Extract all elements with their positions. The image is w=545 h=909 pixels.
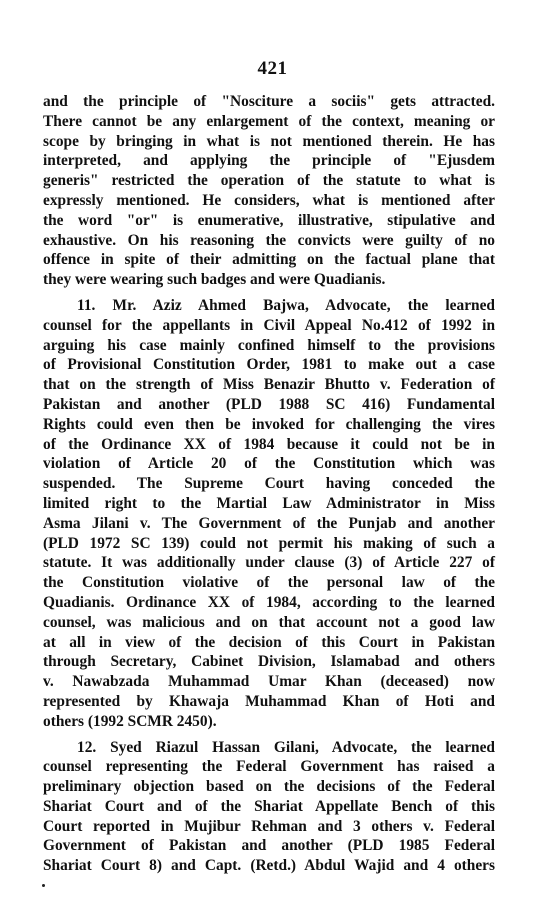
text-line: the Constitution violative of the personal law of the: [43, 574, 495, 592]
text-line: expressly mentioned. He considers, what is mentioned after: [43, 191, 495, 209]
body-text: [43, 92, 495, 876]
text-line: Shariat Court and of the Shariat Appellate Bench of this: [43, 797, 495, 815]
text-line: 12. Syed Riazul Hassan Gilani, Advocate, the learned: [77, 738, 495, 756]
text-line: and the principle of "Nosciture a sociis" gets attracted.: [43, 93, 495, 110]
text-line: counsel representing the Federal Government has raised a: [43, 758, 495, 776]
text-line: they were wearing such badges and were Quadianis.: [43, 271, 386, 289]
text-line: generis" restricted the operation of the statute to what is: [43, 172, 495, 190]
text-line: represented by Khawaja Muhammad Khan of Hoti and: [43, 692, 495, 710]
paragraph-continuation: [43, 92, 495, 290]
text-line: of Provisional Constitution Order, 1981 to make out a case: [43, 356, 495, 374]
paragraph-11: [43, 296, 495, 732]
text-line: Shariat Court 8) and Capt. (Retd.) Abdul Wajid and 4 others: [43, 857, 495, 875]
text-line: offence in spite of their admitting on the factual plane that: [43, 251, 495, 269]
text-line: counsel for the appellants in Civil Appeal No.412 of 1992 in: [43, 316, 495, 334]
text-line: the word "or" is enumerative, illustrative, stipulative and: [43, 211, 495, 229]
text-line: through Secretary, Cabinet Division, Islamabad and others: [43, 653, 495, 671]
page-number: 421: [257, 58, 288, 79]
text-line: preliminary objection based on the decisions of the Federal: [43, 778, 495, 796]
scan-speck: [42, 884, 45, 887]
text-line: at all in view of the decision of this Court in Pakistan: [43, 633, 495, 651]
text-line: exhaustive. On his reasoning the convicts were guilty of no: [43, 231, 495, 249]
text-line: v. Nawabzada Muhammad Umar Khan (deceased) now: [43, 673, 495, 691]
text-line: Asma Jilani v. The Government of the Punjab and another: [43, 514, 495, 532]
text-line: interpreted, and applying the principle of "Ejusdem: [43, 152, 495, 170]
text-line: that on the strength of Miss Benazir Bhutto v. Federation of: [43, 376, 495, 394]
text-line: Quadianis. Ordinance XX of 1984, according to the learned: [43, 593, 495, 611]
text-line: Rights could even then be invoked for challenging the vires: [43, 415, 495, 433]
text-line: others (1992 SCMR 2450).: [43, 712, 217, 730]
text-line: scope by bringing in what is not mentioned therein. He has: [43, 132, 495, 150]
text-line: (PLD 1972 SC 139) could not permit his making of such a: [43, 534, 495, 552]
text-line: counsel, was malicious and on that account not a good law: [43, 613, 495, 631]
text-line: limited right to the Martial Law Administrator in Miss: [43, 494, 495, 512]
text-line: Government of Pakistan and another (PLD 1985 Federal: [43, 837, 495, 855]
text-line: statute. It was additionally under clause (3) of Article 227 of: [43, 554, 495, 572]
text-line: of the Ordinance XX of 1984 because it could not be in: [43, 435, 495, 453]
text-line: Court reported in Mujibur Rehman and 3 others v. Federal: [43, 817, 495, 835]
text-line: Pakistan and another (PLD 1988 SC 416) Fundamental: [43, 395, 495, 413]
text-line: There cannot be any enlargement of the context, meaning or: [43, 112, 495, 130]
text-line: violation of Article 20 of the Constitution which was: [43, 455, 495, 473]
text-line: arguing his case mainly confined himself to the provisions: [43, 336, 495, 354]
text-line: 11. Mr. Aziz Ahmed Bajwa, Advocate, the learned: [77, 296, 495, 314]
paragraph-12: [43, 738, 495, 877]
text-line: suspended. The Supreme Court having conceded the: [43, 475, 495, 493]
